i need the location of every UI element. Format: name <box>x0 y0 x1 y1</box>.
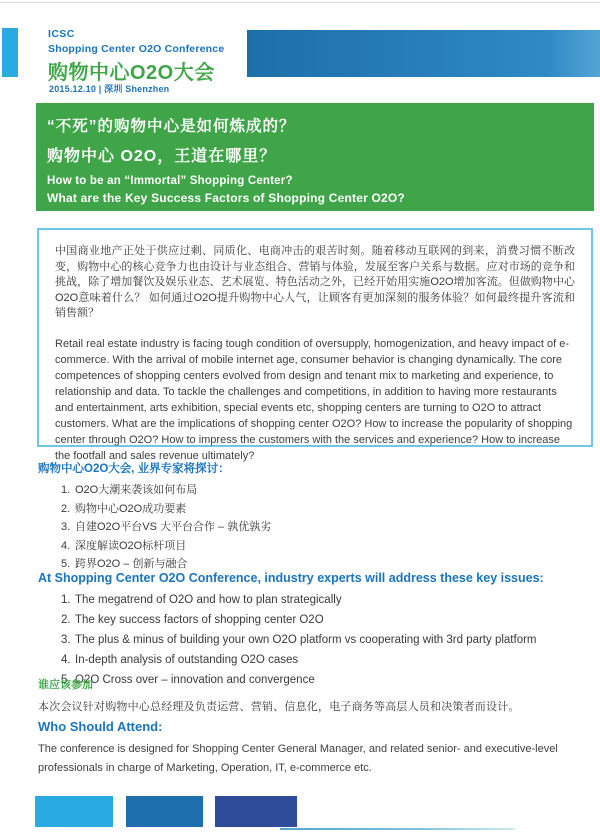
intro-paragraph-en: Retail real estate industry is facing tough condition of oversupply, homogenization, and heavy impact of e-commerce. With the arrival of mobile internet age, consumer behavior is changing dynamically. The core competences of shopping centers evolved from design and tenant mix to marketing and experience, to relationship and data. To tackle the challenges and competitions, in addition to having more restaurants and entertainment, arts exhibition, special events etc, shopping centers are turning to O2O to attract customers. What are the implications of shopping center O2O? How to increase the popularity of shopping center through O2O? How to impress the customers with the services and experience? How to increase the footfall and sales revenue ultimately? <box>55 337 573 462</box>
footer-square-navy <box>215 796 297 827</box>
header-blue-bar <box>247 30 600 77</box>
attend-section-en <box>38 719 594 778</box>
date-location: 2015.12.10 | 深圳 Shenzhen <box>49 84 170 94</box>
attend-cn-body: 本次会议针对购物中心总经理及负责运营、营销、信息化，电子商务等高层人员和决策者而设计。 <box>38 701 520 713</box>
footer-square-mid-blue <box>126 796 203 827</box>
theme-banner <box>36 103 594 211</box>
banner-title-cn-line2: 购物中心 O2O，王道在哪里？ <box>47 148 277 165</box>
attend-en-body: The conference is designed for Shopping Center General Manager, and related senior- and executive-level professionals in charge of Marketing, Operation, IT, e-commerce etc. <box>38 743 558 774</box>
banner-title-en-line1: How to be an “Immortal” Shopping Center? <box>47 175 293 187</box>
attend-cn-heading: 谁应该参加 <box>38 679 93 691</box>
topics-cn-heading: 购物中心O2O大会, 业界专家将探讨： <box>38 463 230 475</box>
topic-en-item: O2O Cross over – innovation and convergence <box>75 674 315 686</box>
header-accent-square <box>2 28 18 77</box>
topic-cn-item: O2O大潮来袭该如何布局 <box>75 484 198 496</box>
topic-cn-item: 购物中心O2O成功要素 <box>75 502 187 515</box>
intro-paragraph-cn: 中国商业地产正处于供应过剩、同质化、电商冲击的艰苦时刻。随着移动互联网的到来，消费习惯不断改变，购物中心的核心竞争力也由设计与业态组合、营销与体验，发展至客户关系与数据。应对市场的竞争和挑战，除了增加餐饮及娱乐业态、艺术展览、特色活动之外，已经开始用实施O2O增加客流。但做购物中心O2O意味着什么？ 如何通过O2O提升购物中心人气，让顾客有更加深刻的服务体验？如何最终提升客流和销售额？ <box>55 245 575 319</box>
topic-en-item: In-depth analysis of outstanding O2O cases <box>75 654 299 666</box>
org-name: ICSC <box>48 28 75 40</box>
topic-en-item: The megatrend of O2O and how to plan strategically <box>75 594 342 606</box>
topics-en-heading: At Shopping Center O2O Conference, industry experts will address these key issues: <box>38 571 544 585</box>
topic-cn-item: 深度解读O2O标杆项目 <box>75 539 187 552</box>
attend-en-heading: Who Should Attend: <box>38 719 163 734</box>
conference-title-en: Shopping Center O2O Conference <box>48 43 225 55</box>
topics-cn-list <box>38 481 594 574</box>
banner-title-cn-line1: “不死”的购物中心是如何炼成的？ <box>47 118 296 135</box>
topics-section-en <box>38 571 594 690</box>
topic-cn-item: 跨界O2O – 创新与融合 <box>75 558 188 570</box>
conference-title-cn: 购物中心O2O大会 <box>48 62 215 84</box>
topic-cn-item: 自建O2O平台VS 大平台合作 – 孰优孰劣 <box>75 521 272 533</box>
scan-edge-line <box>0 2 600 3</box>
banner-title-en-line2: What are the Key Success Factors of Shopping Center O2O? <box>47 191 405 205</box>
topic-en-item: The plus & minus of building your own O2O platform vs cooperating with 3rd party platform <box>75 634 537 646</box>
intro-box <box>37 228 593 462</box>
footer-square-light-blue <box>35 796 113 827</box>
attend-section-cn <box>38 676 594 714</box>
topics-section-cn <box>38 460 594 574</box>
topics-en-list <box>38 590 594 690</box>
header-title-block <box>48 28 224 85</box>
topic-en-item: The key success factors of shopping center O2O <box>75 614 324 626</box>
footer-thin-line <box>280 828 515 830</box>
